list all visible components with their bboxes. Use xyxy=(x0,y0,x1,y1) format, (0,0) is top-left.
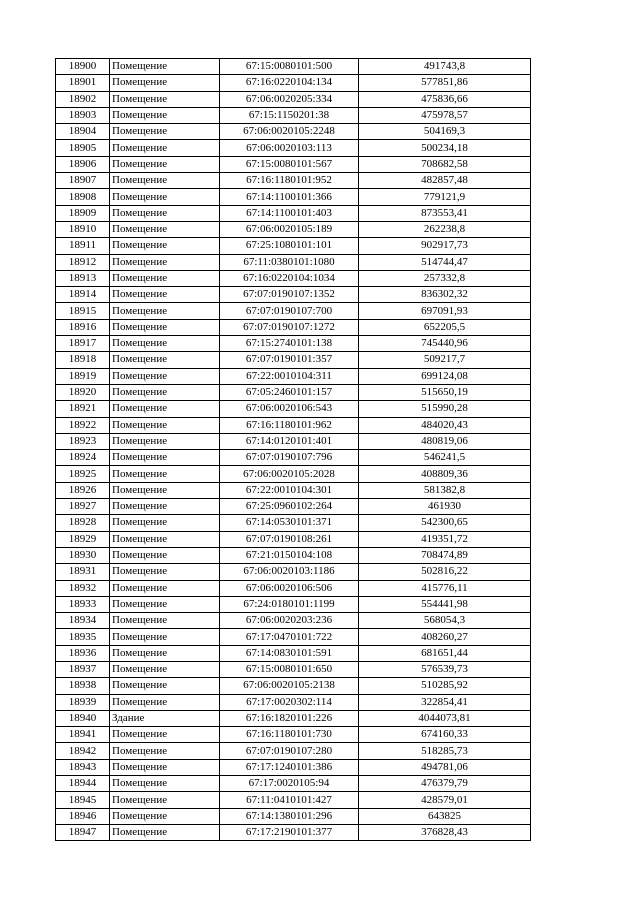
cadastral-number: 67:06:0020103:1186 xyxy=(220,564,359,580)
row-number: 18940 xyxy=(56,710,110,726)
object-type: Помещение xyxy=(110,368,220,384)
cadastral-number: 67:17:1240101:386 xyxy=(220,759,359,775)
cadastral-number: 67:14:0830101:591 xyxy=(220,645,359,661)
object-type: Помещение xyxy=(110,596,220,612)
table-row xyxy=(56,417,531,433)
object-type: Помещение xyxy=(110,515,220,531)
cadastral-number: 67:15:2740101:138 xyxy=(220,336,359,352)
row-number: 18938 xyxy=(56,678,110,694)
table-row xyxy=(56,743,531,759)
cadastral-value: 697091,93 xyxy=(359,303,531,319)
row-number: 18939 xyxy=(56,694,110,710)
cadastral-value: 504169,3 xyxy=(359,124,531,140)
cadastral-value: 408809,36 xyxy=(359,466,531,482)
cadastral-number: 67:16:1180101:730 xyxy=(220,727,359,743)
table-row xyxy=(56,254,531,270)
row-number: 18920 xyxy=(56,384,110,400)
object-type: Помещение xyxy=(110,466,220,482)
row-number: 18912 xyxy=(56,254,110,270)
cadastral-value: 902917,73 xyxy=(359,238,531,254)
table-row xyxy=(56,140,531,156)
cadastral-value: 514744,47 xyxy=(359,254,531,270)
cadastral-number: 67:16:1180101:952 xyxy=(220,173,359,189)
table-row xyxy=(56,531,531,547)
table-row xyxy=(56,824,531,840)
cadastral-number: 67:15:0080101:567 xyxy=(220,156,359,172)
cadastral-value: 652205,5 xyxy=(359,319,531,335)
cadastral-value: 408260,27 xyxy=(359,629,531,645)
cadastral-value: 415776,11 xyxy=(359,580,531,596)
cadastral-value: 500234,18 xyxy=(359,140,531,156)
cadastral-value: 510285,92 xyxy=(359,678,531,694)
row-number: 18917 xyxy=(56,336,110,352)
cadastral-value: 699124,08 xyxy=(359,368,531,384)
table-row xyxy=(56,727,531,743)
cadastral-value: 708682,58 xyxy=(359,156,531,172)
cadastral-number: 67:22:0010104:311 xyxy=(220,368,359,384)
table-row xyxy=(56,776,531,792)
table-row xyxy=(56,596,531,612)
table-row xyxy=(56,759,531,775)
object-type: Помещение xyxy=(110,645,220,661)
object-type: Помещение xyxy=(110,743,220,759)
cadastral-number: 67:17:0470101:722 xyxy=(220,629,359,645)
cadastral-number: 67:24:0180101:1199 xyxy=(220,596,359,612)
row-number: 18916 xyxy=(56,319,110,335)
cadastral-number: 67:15:0080101:650 xyxy=(220,661,359,677)
cadastral-number: 67:14:0120101:401 xyxy=(220,433,359,449)
table-row xyxy=(56,678,531,694)
cadastral-number: 67:07:0190107:1352 xyxy=(220,287,359,303)
cadastral-value: 577851,86 xyxy=(359,75,531,91)
row-number: 18929 xyxy=(56,531,110,547)
table-row xyxy=(56,303,531,319)
cadastral-number: 67:14:0530101:371 xyxy=(220,515,359,531)
object-type: Помещение xyxy=(110,352,220,368)
table-row xyxy=(56,238,531,254)
cadastral-value: 476379,79 xyxy=(359,776,531,792)
cadastral-value: 674160,33 xyxy=(359,727,531,743)
cadastral-value: 568054,3 xyxy=(359,613,531,629)
row-number: 18936 xyxy=(56,645,110,661)
cadastral-value: 461930 xyxy=(359,499,531,515)
table-row xyxy=(56,792,531,808)
cadastral-value: 419351,72 xyxy=(359,531,531,547)
cadastral-value: 515990,28 xyxy=(359,401,531,417)
table-row xyxy=(56,482,531,498)
object-type: Помещение xyxy=(110,173,220,189)
row-number: 18907 xyxy=(56,173,110,189)
table-row xyxy=(56,91,531,107)
cadastral-value: 836302,32 xyxy=(359,287,531,303)
table-row xyxy=(56,336,531,352)
cadastral-number: 67:25:1080101:101 xyxy=(220,238,359,254)
table-row xyxy=(56,433,531,449)
cadastral-value: 745440,96 xyxy=(359,336,531,352)
cadastral-number: 67:22:0010104:301 xyxy=(220,482,359,498)
row-number: 18918 xyxy=(56,352,110,368)
object-type: Помещение xyxy=(110,75,220,91)
object-type: Помещение xyxy=(110,433,220,449)
row-number: 18930 xyxy=(56,547,110,563)
cadastral-number: 67:07:0190107:700 xyxy=(220,303,359,319)
table-row xyxy=(56,156,531,172)
row-number: 18925 xyxy=(56,466,110,482)
cadastral-number: 67:07:0190107:796 xyxy=(220,450,359,466)
cadastral-number: 67:07:0190101:357 xyxy=(220,352,359,368)
object-type: Помещение xyxy=(110,629,220,645)
table-row xyxy=(56,808,531,824)
table-row xyxy=(56,547,531,563)
row-number: 18944 xyxy=(56,776,110,792)
cadastral-value: 376828,43 xyxy=(359,824,531,840)
row-number: 18932 xyxy=(56,580,110,596)
cadastral-value: 546241,5 xyxy=(359,450,531,466)
row-number: 18945 xyxy=(56,792,110,808)
row-number: 18902 xyxy=(56,91,110,107)
cadastral-number: 67:16:1180101:962 xyxy=(220,417,359,433)
object-type: Помещение xyxy=(110,661,220,677)
table-row xyxy=(56,270,531,286)
object-type: Помещение xyxy=(110,531,220,547)
cadastral-value: 262238,8 xyxy=(359,221,531,237)
object-type: Помещение xyxy=(110,59,220,75)
cadastral-number: 67:25:0960102:264 xyxy=(220,499,359,515)
cadastral-value: 576539,73 xyxy=(359,661,531,677)
row-number: 18900 xyxy=(56,59,110,75)
row-number: 18941 xyxy=(56,727,110,743)
object-type: Помещение xyxy=(110,792,220,808)
table-row xyxy=(56,580,531,596)
table-row xyxy=(56,613,531,629)
table-row xyxy=(56,564,531,580)
row-number: 18933 xyxy=(56,596,110,612)
row-number: 18904 xyxy=(56,124,110,140)
cadastral-number: 67:06:0020105:189 xyxy=(220,221,359,237)
cadastral-value: 491743,8 xyxy=(359,59,531,75)
row-number: 18915 xyxy=(56,303,110,319)
object-type: Помещение xyxy=(110,238,220,254)
table-row xyxy=(56,629,531,645)
table-row xyxy=(56,694,531,710)
cadastral-number: 67:06:0020205:334 xyxy=(220,91,359,107)
object-type: Помещение xyxy=(110,482,220,498)
cadastral-number: 67:06:0020105:2138 xyxy=(220,678,359,694)
object-type: Помещение xyxy=(110,221,220,237)
row-number: 18919 xyxy=(56,368,110,384)
table-row xyxy=(56,319,531,335)
object-type: Помещение xyxy=(110,808,220,824)
object-type: Помещение xyxy=(110,140,220,156)
cadastral-number: 67:06:0020203:236 xyxy=(220,613,359,629)
cadastral-value: 502816,22 xyxy=(359,564,531,580)
table-row xyxy=(56,352,531,368)
object-type: Помещение xyxy=(110,205,220,221)
row-number: 18946 xyxy=(56,808,110,824)
row-number: 18903 xyxy=(56,107,110,123)
row-number: 18914 xyxy=(56,287,110,303)
table-row xyxy=(56,368,531,384)
row-number: 18924 xyxy=(56,450,110,466)
cadastral-number: 67:16:0220104:1034 xyxy=(220,270,359,286)
table-row xyxy=(56,287,531,303)
row-number: 18922 xyxy=(56,417,110,433)
object-type: Здание xyxy=(110,710,220,726)
cadastral-value: 480819,06 xyxy=(359,433,531,449)
row-number: 18913 xyxy=(56,270,110,286)
table-row xyxy=(56,205,531,221)
row-number: 18927 xyxy=(56,499,110,515)
object-type: Помещение xyxy=(110,401,220,417)
object-type: Помещение xyxy=(110,91,220,107)
cadastral-value-table xyxy=(55,58,531,841)
table-row xyxy=(56,450,531,466)
cadastral-number: 67:21:0150104:108 xyxy=(220,547,359,563)
cadastral-value: 482857,48 xyxy=(359,173,531,189)
object-type: Помещение xyxy=(110,727,220,743)
object-type: Помещение xyxy=(110,580,220,596)
object-type: Помещение xyxy=(110,336,220,352)
table-row xyxy=(56,75,531,91)
cadastral-value: 257332,8 xyxy=(359,270,531,286)
row-number: 18937 xyxy=(56,661,110,677)
object-type: Помещение xyxy=(110,303,220,319)
cadastral-number: 67:06:0020105:2248 xyxy=(220,124,359,140)
cadastral-number: 67:06:0020106:543 xyxy=(220,401,359,417)
table-row xyxy=(56,499,531,515)
object-type: Помещение xyxy=(110,564,220,580)
table-row xyxy=(56,189,531,205)
cadastral-value: 428579,01 xyxy=(359,792,531,808)
object-type: Помещение xyxy=(110,759,220,775)
object-type: Помещение xyxy=(110,254,220,270)
table-row xyxy=(56,401,531,417)
cadastral-number: 67:07:0190107:280 xyxy=(220,743,359,759)
cadastral-number: 67:14:1100101:366 xyxy=(220,189,359,205)
cadastral-value: 779121,9 xyxy=(359,189,531,205)
object-type: Помещение xyxy=(110,189,220,205)
cadastral-number: 67:15:1150201:38 xyxy=(220,107,359,123)
cadastral-value: 708474,89 xyxy=(359,547,531,563)
table-row xyxy=(56,710,531,726)
cadastral-value: 681651,44 xyxy=(359,645,531,661)
cadastral-value: 643825 xyxy=(359,808,531,824)
row-number: 18901 xyxy=(56,75,110,91)
cadastral-value: 581382,8 xyxy=(359,482,531,498)
row-number: 18935 xyxy=(56,629,110,645)
cadastral-value: 542300,65 xyxy=(359,515,531,531)
cadastral-number: 67:06:0020105:2028 xyxy=(220,466,359,482)
cadastral-value: 475978,57 xyxy=(359,107,531,123)
object-type: Помещение xyxy=(110,694,220,710)
object-type: Помещение xyxy=(110,547,220,563)
cadastral-value: 322854,41 xyxy=(359,694,531,710)
table-body xyxy=(56,59,531,841)
cadastral-value: 554441,98 xyxy=(359,596,531,612)
object-type: Помещение xyxy=(110,107,220,123)
row-number: 18911 xyxy=(56,238,110,254)
object-type: Помещение xyxy=(110,124,220,140)
cadastral-value: 475836,66 xyxy=(359,91,531,107)
object-type: Помещение xyxy=(110,384,220,400)
cadastral-number: 67:06:0020106:506 xyxy=(220,580,359,596)
cadastral-number: 67:16:0220104:134 xyxy=(220,75,359,91)
row-number: 18923 xyxy=(56,433,110,449)
object-type: Помещение xyxy=(110,824,220,840)
row-number: 18906 xyxy=(56,156,110,172)
cadastral-number: 67:17:0020105:94 xyxy=(220,776,359,792)
cadastral-value: 515650,19 xyxy=(359,384,531,400)
table-row xyxy=(56,466,531,482)
row-number: 18947 xyxy=(56,824,110,840)
cadastral-value: 873553,41 xyxy=(359,205,531,221)
table-row xyxy=(56,384,531,400)
row-number: 18910 xyxy=(56,221,110,237)
object-type: Помещение xyxy=(110,287,220,303)
cadastral-number: 67:15:0080101:500 xyxy=(220,59,359,75)
table-row xyxy=(56,221,531,237)
cadastral-number: 67:11:0380101:1080 xyxy=(220,254,359,270)
object-type: Помещение xyxy=(110,270,220,286)
row-number: 18943 xyxy=(56,759,110,775)
table-row xyxy=(56,661,531,677)
table-row xyxy=(56,173,531,189)
table-row xyxy=(56,515,531,531)
object-type: Помещение xyxy=(110,156,220,172)
object-type: Помещение xyxy=(110,417,220,433)
object-type: Помещение xyxy=(110,678,220,694)
cadastral-number: 67:05:2460101:157 xyxy=(220,384,359,400)
object-type: Помещение xyxy=(110,319,220,335)
row-number: 18942 xyxy=(56,743,110,759)
row-number: 18921 xyxy=(56,401,110,417)
cadastral-number: 67:07:0190107:1272 xyxy=(220,319,359,335)
row-number: 18934 xyxy=(56,613,110,629)
cadastral-value: 494781,06 xyxy=(359,759,531,775)
row-number: 18926 xyxy=(56,482,110,498)
cadastral-number: 67:06:0020103:113 xyxy=(220,140,359,156)
cadastral-value: 518285,73 xyxy=(359,743,531,759)
row-number: 18928 xyxy=(56,515,110,531)
cadastral-value: 4044073,81 xyxy=(359,710,531,726)
table-row xyxy=(56,107,531,123)
row-number: 18908 xyxy=(56,189,110,205)
cadastral-number: 67:11:0410101:427 xyxy=(220,792,359,808)
cadastral-number: 67:17:2190101:377 xyxy=(220,824,359,840)
cadastral-value: 484020,43 xyxy=(359,417,531,433)
cadastral-number: 67:07:0190108:261 xyxy=(220,531,359,547)
row-number: 18931 xyxy=(56,564,110,580)
cadastral-number: 67:16:1820101:226 xyxy=(220,710,359,726)
cadastral-number: 67:14:1100101:403 xyxy=(220,205,359,221)
cadastral-value: 509217,7 xyxy=(359,352,531,368)
object-type: Помещение xyxy=(110,776,220,792)
row-number: 18909 xyxy=(56,205,110,221)
table-row xyxy=(56,645,531,661)
object-type: Помещение xyxy=(110,499,220,515)
table-row xyxy=(56,59,531,75)
cadastral-number: 67:14:1380101:296 xyxy=(220,808,359,824)
row-number: 18905 xyxy=(56,140,110,156)
table-row xyxy=(56,124,531,140)
object-type: Помещение xyxy=(110,450,220,466)
object-type: Помещение xyxy=(110,613,220,629)
cadastral-number: 67:17:0020302:114 xyxy=(220,694,359,710)
